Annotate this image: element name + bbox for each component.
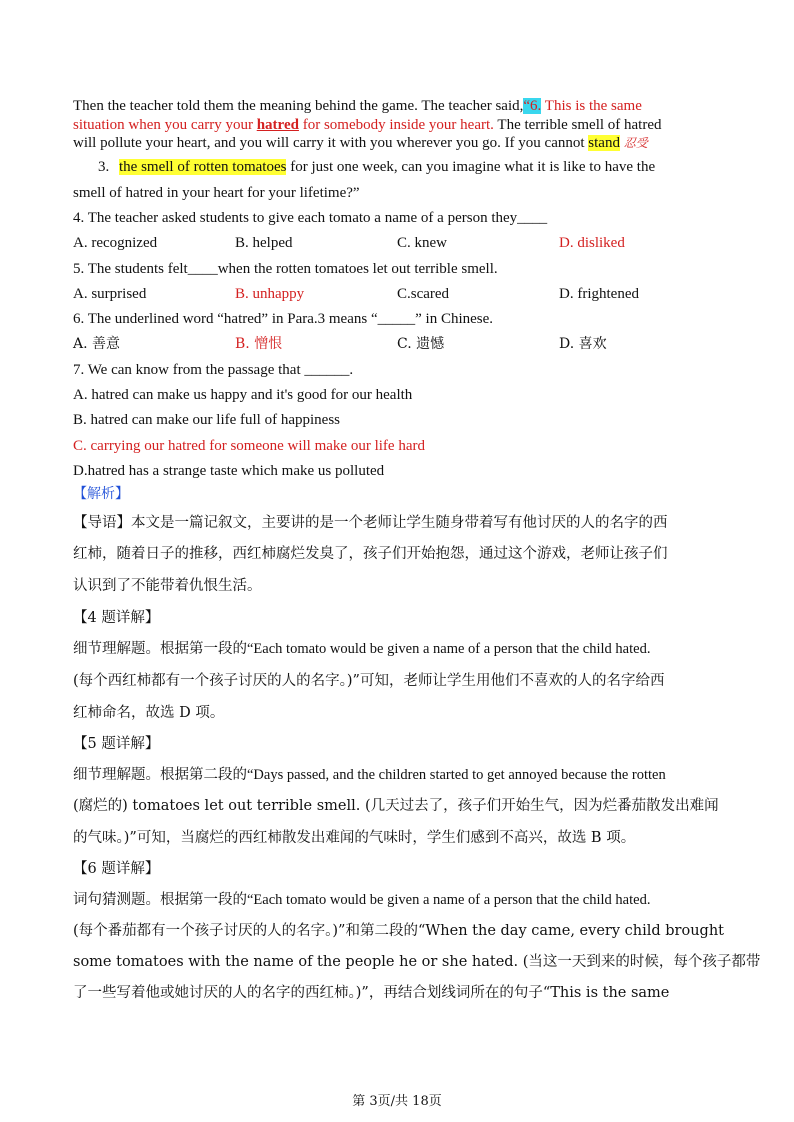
question-stem: 5. The students felt____when the rotten tomatoes let out terrible smell. [73, 261, 498, 277]
q6-detail-line: (每个番茄都有一个孩子讨厌的人的名字。)”和第二段的“When the day came, every child brought [73, 923, 724, 939]
passage-line-5 [73, 184, 360, 202]
option-d-answer: D. disliked [559, 235, 625, 251]
q6-detail-line: some tomatoes with the name of the people he or she hated. (当这一天到来的时候，每个孩子都带 [73, 954, 761, 970]
passage-red-text: for somebody inside your heart. [298, 117, 494, 133]
analysis-intro-line: 红柿，随着日子的推移，西红柿腐烂发臭了，孩子们开始抱怨，通过这个游戏，老师让孩子们 [73, 546, 668, 562]
highlight-question-6: “6. [523, 98, 542, 114]
passage-text: will pollute your heart, and you will carry it with you wherever you go. If you cannot [73, 135, 589, 151]
highlight-rotten-tomatoes: the smell of rotten tomatoes [119, 159, 287, 175]
question-stem: 4. The teacher asked students to give each tomato a name of a person they____ [73, 210, 548, 226]
analysis-heading: 【解析】 [73, 486, 129, 502]
question-stem: 7. We can know from the passage that ______. [73, 362, 354, 378]
q6-detail-line: 词句猜测题。根据第一段的“Each tomato would be given a name of a person that the child hated. [73, 892, 651, 908]
option-c-answer: C. carrying our hatred for someone will make our life hard [73, 438, 425, 454]
option-b: B. hatred can make our life full of happiness [73, 412, 340, 428]
q4-detail-line: (每个西红柿都有一个孩子讨厌的人的名字。)”可知，老师让学生用他们不喜欢的人的名字给西 [73, 673, 665, 689]
q6-detail-heading: 【6 题详解】 [73, 861, 160, 877]
analysis-intro-line: 认识到了不能带着仇恨生活。 [73, 578, 262, 594]
option-a: A. surprised [73, 286, 147, 302]
option-c: C.scared [397, 286, 450, 302]
option-d: D.hatred has a strange taste which make us polluted [73, 463, 385, 479]
underlined-word-hatred: hatred [256, 117, 299, 133]
q5-detail-line: (腐烂的) tomatoes let out terrible smell. (几天过去了，孩子们开始生气，因为烂番茄散发出难闻 [73, 798, 719, 814]
highlight-stand: stand [588, 135, 620, 151]
passage-red-text: situation when you carry your [73, 117, 257, 133]
option-b-answer: B. unhappy [235, 286, 305, 302]
passage-text: Then the teacher told them the meaning behind the game. The teacher said, [73, 98, 524, 114]
passage-line-1 [73, 97, 642, 115]
q5-detail-line: 的气味。)”可知，当腐烂的西红柿散发出难闻的气味时，学生们感到不高兴，故选 B 项。 [73, 830, 636, 846]
option-a: A. recognized [73, 235, 158, 251]
option-a: A. 善意 [73, 336, 121, 352]
analysis-intro-line: 【导语】本文是一篇记叙文，主要讲的是一个老师让学生随身带着写有他讨厌的人的名字的西 [73, 515, 668, 531]
q5-detail-line: 细节理解题。根据第二段的“Days passed, and the children started to get annoyed because the rotten [73, 767, 666, 783]
passage-line-4 [98, 158, 655, 176]
option-d: D. 喜欢 [559, 336, 607, 352]
question-stem: 6. The underlined word “hatred” in Para.3 means “_____” in Chinese. [73, 311, 494, 327]
q4-detail-line: 细节理解题。根据第一段的“Each tomato would be given a name of a person that the child hated. [73, 641, 651, 657]
passage-text: for just one week, can you imagine what it is like to have the [286, 159, 656, 175]
page-footer: 第 3页/共 18页 [352, 1094, 442, 1109]
passage-text: The terrible smell of hatred [493, 117, 662, 133]
paragraph-number: 3. [98, 159, 110, 175]
q5-detail-heading: 【5 题详解】 [73, 736, 160, 752]
margin-note: 忍受 [623, 136, 648, 150]
q6-detail-line: 了一些写着他或她讨厌的人的名字的西红柿。)”，再结合划线词所在的句子“This is the same [73, 985, 670, 1001]
option-c: C. knew [397, 235, 447, 251]
passage-line-3 [73, 134, 648, 152]
option-d: D. frightened [559, 286, 639, 302]
option-b-answer: B. 憎恨 [235, 336, 283, 352]
option-c: C. 遗憾 [397, 336, 445, 352]
passage-line-2 [73, 116, 662, 134]
q4-detail-line: 红柿命名，故选 D 项。 [73, 705, 225, 721]
option-b: B. helped [235, 235, 293, 251]
passage-red-text: This is the same [541, 98, 642, 114]
passage-text: smell of hatred in your heart for your lifetime?” [73, 185, 360, 201]
option-a: A. hatred can make us happy and it's good for our health [73, 387, 413, 403]
q4-detail-heading: 【4 题详解】 [73, 610, 160, 626]
